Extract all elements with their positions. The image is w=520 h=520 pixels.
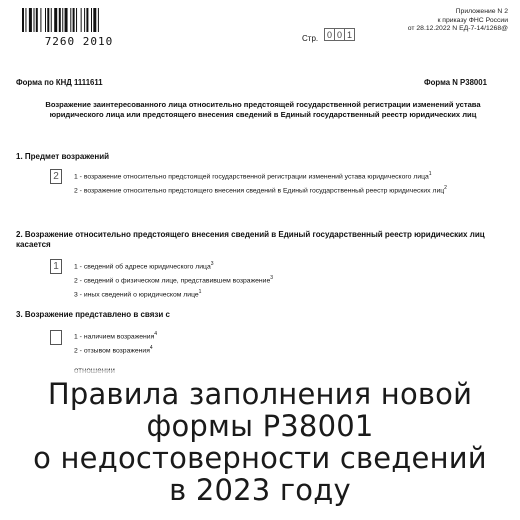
section-title: 3. Возражение представлено в связи с bbox=[16, 310, 170, 319]
barcode-image bbox=[22, 8, 130, 32]
option-item: 3 - иных сведений о юридическом лице$^1$ bbox=[74, 288, 202, 298]
page-digit: 0 bbox=[324, 28, 335, 41]
document-title: Возражение заинтересованного лица относительно предстоящей государственной регистрации изменений устава юридического лица или предстоящего внесения сведений в Единый государственный реестр юридических лиц bbox=[45, 100, 481, 119]
option-item: 1 - наличием возражения$^4$ bbox=[74, 331, 158, 341]
option-item: 2 - отзывом возражения$^4$ bbox=[74, 344, 153, 355]
headline-line: о недостоверности сведений bbox=[33, 441, 487, 475]
page-label: Стр. bbox=[302, 34, 319, 43]
option-item: 2 - возражение относительно предстоящего внесения сведений в Единый государственный реестр юридических лиц$^2$ bbox=[74, 184, 447, 195]
appendix-note bbox=[358, 8, 508, 34]
page-digit: 1 bbox=[344, 28, 355, 41]
form-knd-code: Форма по КНД 1111611 bbox=[16, 78, 103, 87]
headline-line: в 2023 году bbox=[169, 473, 351, 507]
answer-cell[interactable]: 1 bbox=[50, 259, 62, 274]
section-title: 1. Предмет возражений bbox=[16, 152, 110, 161]
option-list bbox=[74, 259, 514, 300]
option-list bbox=[74, 329, 514, 357]
section-title: 2. Возражение относительно предстоящего внесения сведений в Единый государственный реестр юридических лиц касается bbox=[16, 230, 485, 249]
headline bbox=[0, 378, 520, 506]
appendix-line: от 28.12.2022 N ЕД-7-14/1268@ bbox=[407, 25, 508, 33]
option-item: 1 - возражение относительно предстоящей государственной регистрации изменений устава юридического лица$^1$ bbox=[74, 171, 432, 181]
page-digit: 0 bbox=[334, 28, 345, 41]
headline-line: формы Р38001 bbox=[146, 409, 374, 443]
page-number-cells bbox=[324, 28, 354, 41]
answer-cell[interactable] bbox=[50, 330, 62, 345]
option-list bbox=[74, 169, 514, 197]
barcode-number: 7260 2010 bbox=[44, 35, 114, 48]
form-number: Форма N Р38001 bbox=[424, 78, 487, 87]
answer-cell[interactable]: 2 bbox=[50, 169, 62, 184]
option-item: 2 - сведений о физическом лице, представившем возражение$^3$ bbox=[74, 274, 274, 285]
option-item: 1 - сведений об адресе юридического лица$^3$ bbox=[74, 261, 214, 271]
appendix-line: к приказу ФНС России bbox=[437, 16, 508, 24]
appendix-line: Приложение N 2 bbox=[455, 8, 508, 15]
headline-line: Правила заполнения новой bbox=[47, 377, 473, 411]
